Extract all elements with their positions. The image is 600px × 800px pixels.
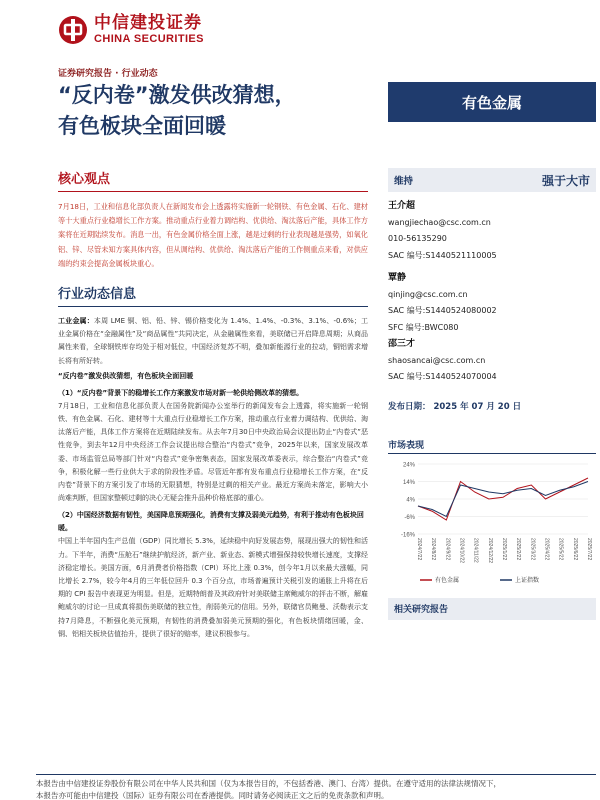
x-tick-label: 2025/1/22	[501, 537, 507, 560]
company-logo	[58, 10, 204, 50]
logo-en-text: CHINA SECURITIES	[94, 33, 204, 45]
x-tick-label: 2024/9/22	[444, 537, 451, 560]
y-tick-label: 14%	[402, 479, 415, 486]
analyst-cert: SAC 编号:S1440524080002	[388, 306, 497, 315]
publish-date: 发布日期： 2025 年 07 月 20 日	[388, 401, 522, 412]
industrial-metals-lead: 工业金属：	[58, 317, 94, 326]
performance-chart-svg	[388, 458, 596, 588]
x-tick-label: 2024/10/22	[458, 537, 465, 563]
report-category: 证券研究报告 · 行业动态	[58, 69, 158, 79]
disclaimer-line-1: 本报告由中信建投证券股份有限公司在中华人民共和国（仅为本报告目的，不包括香港、澳门、台湾）提供。在遵守适用的法律法规情况下，	[36, 779, 501, 788]
x-tick-label: 2025/5/22	[557, 537, 564, 560]
logo-cn-text: 中信建投证券	[94, 13, 202, 33]
core-view-text: 7月18日，工业和信息化部负责人在新闻发布会上透露将实施新一轮钢铁、有色金属、石化、建材等十大重点行业稳增长工作方案。推动重点行业着力调结构、优供给、淘汰落后产能，具体工作方案将在近期陆续发布。消息一出，有色金属价格全面上涨，越是过剩的行业表现越是强势，如氧化铝、锌、尽管未知方案具体内容，但从调结构、优供给、淘汰落后产能的工作侧重点来看，对供应端的约束会提高金属板块重心。	[58, 202, 368, 268]
point-1-text: 7月18日，工业和信息化部负责人在国务院新闻办公室举行的新闻发布会上透露，将实施新一轮钢铁、有色金属、石化、建材等十大重点行业稳增长工作方案，推动重点行业着力调结构、优供给、淘汰落后产能，具体工作方案将在近期陆续发布。从去年7月30日中央政治局会议提出防止“内卷式”恶性竞争，到去年12月中央经济工作会议提出综合整治“内卷式”竞争，2025年以来，国家发展改革委、市场监管总局等部门针对“内卷式”竞争密集表态，国家发展改革委表示，综合整治“内卷式”竞争，积极化解一些行业供大于求的阶段性矛盾。尽管近年都有发布重点行业稳增长工作方案，在“反内卷”背景下的方案引发了市场的无限猜想，特别是过剩的相关产业。最近方案尚未落定，影响大小尚难判断，但国家整顿过剩的决心无疑会推升品种价格底部的重心。	[58, 401, 368, 503]
y-tick-label: -6%	[404, 514, 415, 521]
x-tick-label: 2025/4/22	[543, 537, 550, 560]
y-tick-label: -16%	[400, 532, 415, 538]
analyst-cert: SAC 编号:S1440521110005	[388, 250, 497, 260]
anti-involution-subheading: “反内卷”激发供改猜想，有色板块全面回暖	[58, 371, 194, 380]
related-reports-heading: 相关研究报告	[388, 598, 596, 620]
disclaimer-line-2: 本报告亦可能由中信建投（国际）证券有限公司在香港提供。同时请务必阅读正文之后的免责条款和声明。	[36, 791, 389, 800]
point-1-heading: （1）“反内卷”背景下的稳增长工作方案激发市场对新一轮供给侧改革的猜想。	[58, 388, 304, 397]
analyst-cert: SAC 编号:S1440524070004	[388, 372, 497, 381]
core-view-heading: 核心观点	[58, 168, 368, 192]
y-tick-label: 4%	[406, 497, 415, 503]
sector-label: 有色金属	[388, 82, 596, 122]
analyst-block	[388, 270, 596, 386]
x-tick-label: 2025/7/22	[586, 537, 592, 560]
rating-label: 维持	[394, 176, 414, 187]
y-tick-label: 24%	[402, 462, 415, 468]
market-performance-chart	[388, 458, 596, 588]
industry-news-heading: 行业动态信息	[58, 283, 368, 307]
industrial-metals-text: 本周 LME 铜、铝、铅、锌、锡价格变化为 1.4%、1.4%、-0.3%、3.1%、-0.6%；工业金属价格在“金融属性”及“商品属性”共同决定，从金融属性来看，美联储已开启降息周期；从商品属性来看，全球钢铁库存均处于相对低位，中国经济复苏不明，叠加新能源行业的拉动，铜铝需求增长将有所好转。	[58, 317, 369, 365]
report-title	[58, 80, 296, 142]
x-tick-label: 2024/11/22	[472, 537, 479, 563]
analyst-phone: 010-56135290	[388, 234, 447, 243]
report-title-line2: 有色板块全面回暖	[58, 114, 226, 138]
x-tick-label: 2025/2/22	[515, 537, 522, 560]
point-2-text: 中国上半年国内生产总值（GDP）同比增长 5.3%，延续稳中向好发展态势，展现出强大的韧性和活力。下半年，消费“压舱石”继续护航经济，新产业、新业态、新模式增强保持较快增长速度，支撑经济稳定增长。美国方面，6月消费者价格指数（CPI）环比上涨 0.3%，创今年1月以来最大涨幅，同比增长 2.7%，较今年4月的三年低位回升 0.3 个百分点，市场普遍预计关税引发的通胀上升将在后期的 CPI 报告中表现更为明显。但是，近期特朗普及其政府针对美联储主席鲍威尔的抨击不断，解雇鲍威尔的讨论一旦成真将损伤美联储的独立性，削弱美元的信用。另外，联储官员鲍曼、沃勒表示支持7月降息，不断强化美元预期，有韧性的消费叠加弱美元预期的强化，有色板块情绪回暖，金、铜、铝相关板块估值抬升，提供了很好的赔率，建议积极参与。	[58, 537, 368, 638]
analyst-name: 邵三才	[388, 339, 416, 349]
report-title-line1: “反内卷”激发供改猜想，	[58, 83, 296, 107]
analyst-cert-sfc: SFC 编号:BWC080	[388, 322, 459, 332]
legend-label: 上证指数	[515, 576, 540, 584]
disclaimer-footer	[36, 774, 596, 800]
rating-value: 强于大市	[541, 173, 590, 188]
point-2-heading: （2）中国经济数据有韧性，美国降息预期强化，消费有支撑及弱美元趋势，有利于推动有色板块回暖。	[58, 511, 364, 533]
analyst-block	[388, 198, 596, 264]
analyst-name: 王介超	[388, 201, 416, 211]
logo-mark-icon	[58, 15, 88, 45]
analyst-name: 覃静	[388, 273, 407, 283]
analyst-email[interactable]: shaosancai@csc.com.cn	[388, 355, 486, 365]
analyst-email[interactable]: qinjing@csc.com.cn	[388, 289, 468, 299]
x-tick-label: 2024/7/22	[416, 537, 422, 560]
x-tick-label: 2024/12/22	[486, 537, 493, 563]
x-tick-label: 2025/3/22	[529, 537, 536, 560]
main-content	[58, 168, 368, 643]
market-performance-heading: 市场表现	[388, 438, 596, 454]
sidebar	[388, 168, 596, 620]
x-tick-label: 2024/8/22	[430, 537, 437, 560]
analyst-email[interactable]: wangjiechao@csc.com.cn	[388, 217, 491, 227]
legend-label: 有色金属	[435, 576, 460, 584]
rating-bar	[388, 168, 596, 192]
industrial-metals-paragraph	[58, 315, 368, 368]
x-tick-label: 2025/6/22	[571, 537, 578, 560]
